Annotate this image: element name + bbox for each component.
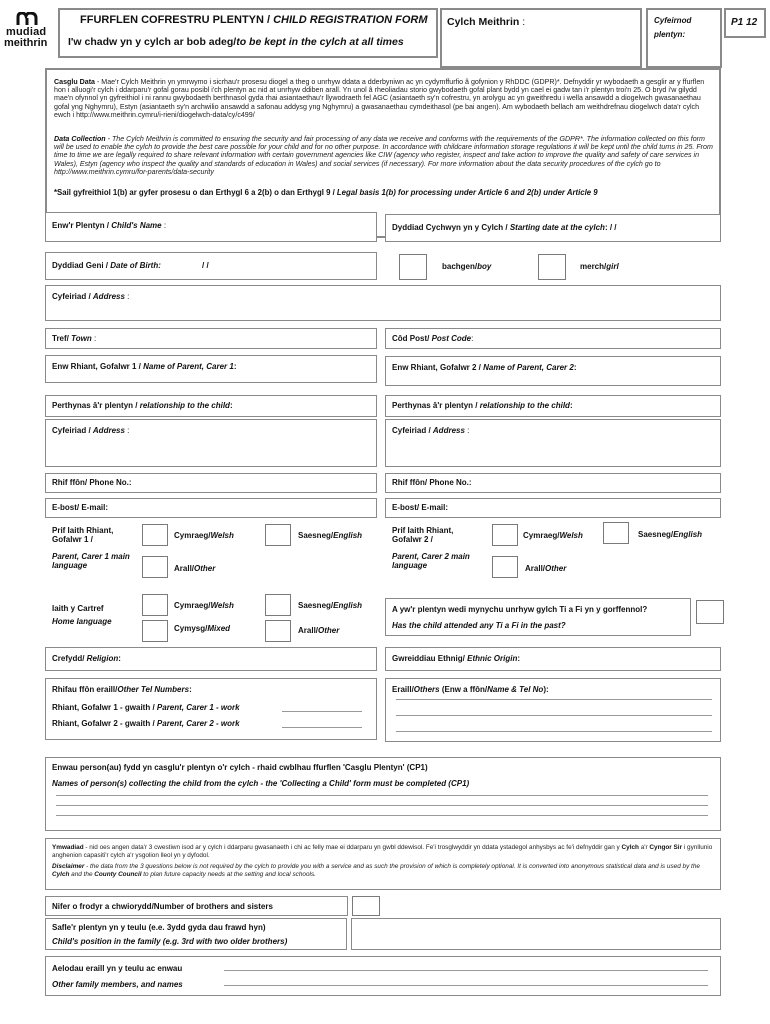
ti-a-fi-question-box: A yw'r plentyn wedi mynychu unrhyw gylch Ti a Fi yn y gorffennol? Has the child attended any Ti a Fi in the past?	[385, 598, 691, 636]
logo-line1: mudiad	[6, 26, 47, 38]
home-english-checkbox[interactable]	[265, 594, 291, 616]
religion-field[interactable]: Crefydd/ Religion:	[45, 647, 377, 671]
child-reference-label: Cyfeirnod plentyn:	[654, 16, 692, 39]
parent2-name-field[interactable]: Enw Rhiant, Gofalwr 2 / Name of Parent, Carer 2:	[385, 356, 721, 386]
home-mixed-checkbox[interactable]	[142, 620, 168, 642]
cylch-name-box[interactable]	[440, 8, 642, 68]
parent2-other-checkbox[interactable]	[492, 556, 518, 578]
parent2-main-language-label: Prif Iaith Rhiant, Gofalwr 2 /	[392, 526, 454, 544]
other-contacts-box: Eraill/Others (Enw a ffôn/Name & Tel No):	[385, 678, 721, 742]
privacy-english-text: Data Collection - The Cylch Meithrin is committed to ensuring the security and fair processing of any data we receive and conforms with the requirements of the GDPR*. The information collected on this form will be used to enable the cylch to provide the best care possible for your child and for no other purpose. In accordance with childcare information storage regulations it will be kept until the child turns in 25. From time to time we are legally required to share relevant information with certain government agencies like CIW (agency who register, inspect and take action to improve the quality and safety of care services in Wales), Estyn (agency who inspect the quality and standards of education in Wales) and social services (if necessary). For more information about the data security procedures of the cylch go to http://www.meithrin.cymru/for-parents/data-security	[54, 135, 713, 176]
siblings-label-box: Nifer o frodyr a chwiorydd/Number of brothers and sisters	[45, 896, 348, 916]
parent1-work-line[interactable]	[282, 711, 362, 712]
privacy-welsh-text: Casglu Data - Mae'r Cylch Meithrin yn ymrwymo i sicrhau'r prosesu diogel a theg o unrhyw ddata a dderbyniwn ac yn cydymffurfio â gofynion y RhDDC (GDPR)*. Defnyddir yr wybodaeth a gesglir ar y ffurflen hon i alluogi'r cylch i ddarparu'r gofal gorau posibl i'ch plentyn ac nid at unrhyw ddiben arall. Yn unol â rheoliadau storio gwybodaeth gofal plant bydd yn cael ei gadw tan i'r plentyn troi'n 25. O bryd i'w gilydd mae'n ofynnol yn gyfreithiol i ni rannu gwybodaeth berthnasol gyda rhai asiantaethau'r llywodraeth fel AGC (asiantaeth sy'n cofrestru, yn arolygu ac yn gweithredu i wella ansawdd a diogelwch gwasanaethau gofal yng Nghymru), Estyn (asiantaeth sy'n archwilio ansawdd a safonau addysg yng Nghymru) a gwasanaethau cymdeithasol (pe bai angen). Am wybodaeth bellach am weithdrefnau diogelwch data'r cylch ewch i http://www.meithrin.cymru/i-rieni/diogelwch-data/cy/c499/	[54, 78, 705, 119]
parent1-work-label: Rhiant, Gofalwr 1 - gwaith / Parent, Carer 1 - work	[52, 703, 240, 712]
logo-line2: meithrin	[4, 37, 48, 49]
parent2-relationship-field[interactable]: Perthynas â'r plentyn / relationship to the child:	[385, 395, 721, 417]
postcode-field[interactable]: Côd Post/ Post Code:	[385, 328, 721, 349]
other-contact-line-3[interactable]	[396, 731, 712, 732]
parent2-address-field[interactable]: Cyfeiriad / Address :	[385, 419, 721, 467]
legal-basis-text: *Sail gyfreithiol 1(b) ar gyfer prosesu o dan Erthygl 6 a 2(b) o dan Erthygl 9 / Legal basis 1(b) for processing under Article 6 and 2(b) under Article 9	[54, 188, 598, 197]
collector-line-3[interactable]	[56, 815, 708, 816]
other-contact-line-2[interactable]	[396, 715, 712, 716]
parent1-name-field[interactable]: Enw Rhiant, Gofalwr 1 / Name of Parent, Carer 1:	[45, 355, 377, 383]
parent2-welsh-checkbox[interactable]	[492, 524, 518, 546]
boy-label: bachgen/boy	[442, 262, 492, 271]
date-of-birth-field[interactable]: Dyddiad Geni / Date of Birth: / /	[45, 252, 377, 280]
boy-checkbox[interactable]	[399, 254, 427, 280]
parent1-main-language-label: Prif Iaith Rhiant, Gofalwr 1 /	[52, 526, 114, 544]
parent2-work-label: Rhiant, Gofalwr 2 - gwaith / Parent, Carer 2 - work	[52, 719, 240, 728]
home-language-label: Iaith y Cartref	[52, 604, 104, 613]
collector-line-2[interactable]	[56, 805, 708, 806]
parent2-phone-field[interactable]: Rhif ffôn/ Phone No.:	[385, 473, 721, 493]
mudiad-meithrin-logo	[4, 10, 54, 54]
other-contact-line-1[interactable]	[396, 699, 712, 700]
family-members-line-1[interactable]	[224, 970, 708, 971]
parent1-address-field[interactable]: Cyfeiriad / Address :	[45, 419, 377, 467]
parent2-english-checkbox[interactable]	[603, 522, 629, 544]
girl-checkbox[interactable]	[538, 254, 566, 280]
home-welsh-checkbox[interactable]	[142, 594, 168, 616]
family-members-line-2[interactable]	[224, 985, 708, 986]
cylch-name-label: Cylch Meithrin :	[447, 16, 526, 28]
parent1-english-checkbox[interactable]	[265, 524, 291, 546]
parent1-other-checkbox[interactable]	[142, 556, 168, 578]
parent1-relationship-field[interactable]: Perthynas â'r plentyn / relationship to the child:	[45, 395, 377, 417]
child-reference-box[interactable]	[646, 8, 722, 68]
other-tel-numbers-box: Rhifau ffôn eraill/Other Tel Numbers: Rhiant, Gofalwr 1 - gwaith / Parent, Carer 1 - work Rhiant, Gofalwr 2 - gwaith / Parent, Carer 2 - work	[45, 678, 377, 740]
ethnic-origin-field[interactable]: Gwreiddiau Ethnig/ Ethnic Origin:	[385, 647, 721, 671]
town-field[interactable]: Tref/ Town :	[45, 328, 377, 349]
siblings-count-box[interactable]	[352, 896, 380, 916]
family-members-box: Aelodau eraill yn y teulu ac enwau Other family members, and names	[45, 956, 721, 996]
form-title-box	[58, 8, 438, 58]
home-other-checkbox[interactable]	[265, 620, 291, 642]
form-subtitle: I'w chadw yn y cylch ar bob adeg/to be kept in the cylch at all times	[68, 36, 404, 48]
parent2-email-field[interactable]: E-bost/ E-mail:	[385, 498, 721, 518]
page-code-box	[724, 8, 766, 38]
girl-label: merch/girl	[580, 262, 619, 271]
collectors-box: Enwau person(au) fydd yn casglu'r plentyn o'r cylch - rhaid cwblhau ffurflen 'Casglu Plentyn' (CP1) Names of person(s) collecting the child from the cylch - the 'Collecting a Child' form must be completed (CP1)	[45, 757, 721, 831]
family-position-field[interactable]	[351, 918, 721, 950]
child-address-field[interactable]: Cyfeiriad / Address :	[45, 285, 721, 321]
collector-line-1[interactable]	[56, 795, 708, 796]
child-name-field[interactable]: Enw'r Plentyn / Child's Name :	[45, 212, 377, 242]
form-title: FFURFLEN COFRESTRU PLENTYN / CHILD REGISTRATION FORM	[80, 14, 428, 26]
parent1-email-field[interactable]: E-bost/ E-mail:	[45, 498, 377, 518]
family-position-label-box: Safle'r plentyn yn y teulu (e.e. 3ydd gyda dau frawd hyn) Child's position in the family (e.g. 3rd with two older brothers)	[45, 918, 347, 950]
parent1-welsh-checkbox[interactable]	[142, 524, 168, 546]
logo-mark-icon	[16, 12, 38, 26]
starting-date-field[interactable]: Dyddiad Cychwyn yn y Cylch / Starting date at the cylch: / /	[385, 214, 721, 242]
disclaimer-box	[45, 838, 721, 890]
parent2-work-line[interactable]	[282, 727, 362, 728]
page-code: P1 12	[731, 17, 758, 28]
disclaimer-english: Disclaimer - the data from the 3 questions below is not required by the cylch to provide you with a service and as such the provision of which is completely optional. It is converted into anonymous statistical data and is used by the Cylch and the County Council to plan future capacity needs at the setting and local schools.	[52, 863, 700, 878]
parent1-phone-field[interactable]: Rhif ffôn/ Phone No.:	[45, 473, 377, 493]
disclaimer-welsh: Ymwadiad - nid oes angen data'r 3 cwestiwn isod ar y cylch i ddarparu gwasanaeth i chi ac felly mae ei ddarparu yn gwbl ddewisol. Fe'i trosglwyddir yn ddata ystadegol anhysbys ac fe'i defnyddir gan y Cylch a'r Cyngor Sir i gynllunio anghenion capasiti'r cylch a'r ysgolion lleol yn y dyfodol.	[52, 844, 713, 859]
ti-a-fi-checkbox[interactable]	[696, 600, 724, 624]
